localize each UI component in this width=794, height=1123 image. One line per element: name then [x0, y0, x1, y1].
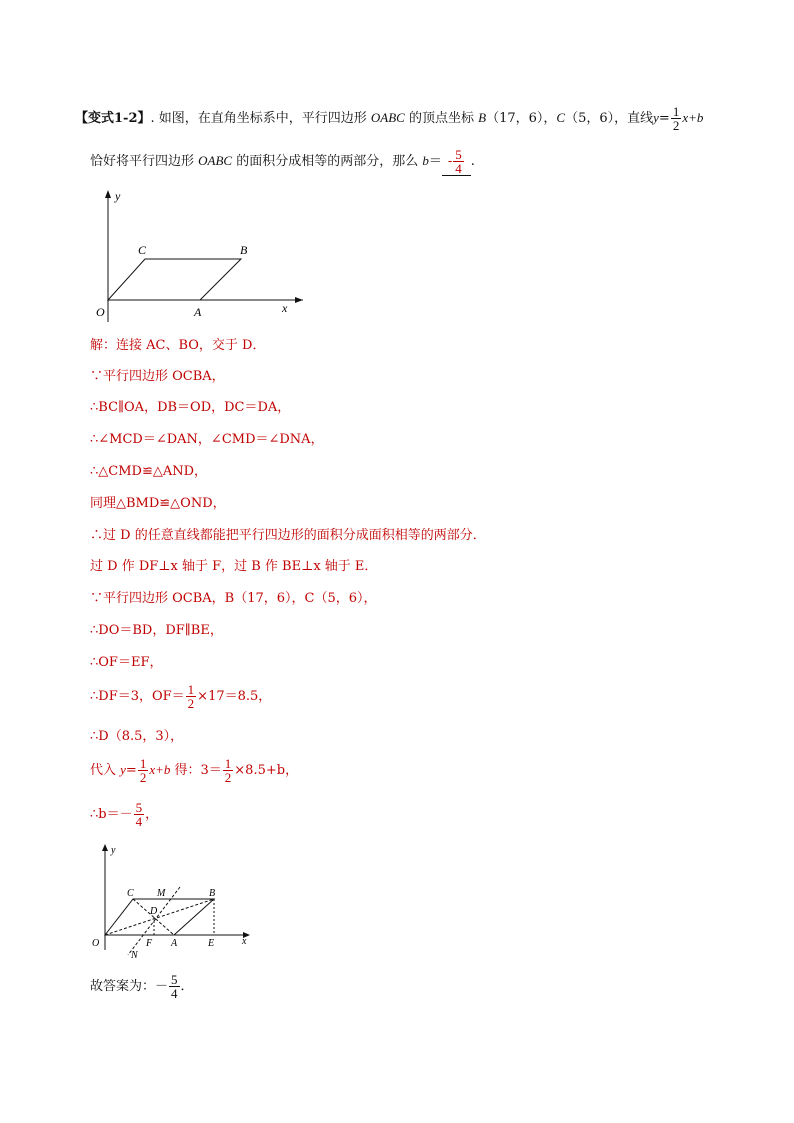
x-axis-arrow-icon: [295, 297, 303, 303]
problem-tag: 【变式1-2】: [75, 111, 151, 126]
parallelogram-oabc: [108, 259, 241, 300]
solution-step-13: ∴D（8.5，3），: [90, 729, 184, 744]
diagonal-ob: [105, 899, 214, 935]
label-n: N: [131, 950, 138, 960]
solution-step-12: ∴DF＝3，OF＝ $\frac{1}{2}$ ×17＝8.5，: [90, 682, 272, 711]
solution-step-10: ∴DO＝BD，DF∥BE，: [90, 623, 223, 638]
solution-step-15: ∴b＝－ $\frac{5}{4}$ ，: [90, 800, 159, 829]
label-y: y: [115, 189, 121, 203]
label-b: B: [240, 243, 248, 257]
problem-line-2: 恰好将平行四边形 OABC 的面积分成相等的两部分，那么 b＝ - $\frac{5}{4}$ .: [90, 147, 475, 176]
solution-step-8: 过 D 作 DF⊥x 轴于 F，过 B 作 BE⊥x 轴于 E．: [90, 559, 378, 574]
label-m: M: [157, 888, 166, 899]
solution-step-11: ∴OF＝EF，: [90, 655, 163, 670]
fraction-half: $\frac{1}{2}$: [672, 104, 680, 133]
label-e: E: [208, 938, 215, 949]
y-axis-arrow-icon: [102, 844, 108, 851]
label-o: O: [96, 305, 105, 319]
solution-step-4: ∴∠MCD＝∠DAN，∠CMD＝∠DNA，: [90, 432, 324, 447]
solution-step-3: ∴BC∥OA，DB＝OD，DC＝DA，: [90, 400, 291, 415]
label-f: F: [146, 938, 153, 949]
label-a: A: [171, 938, 178, 949]
answer-blank: - $\frac{5}{4}$: [442, 148, 471, 176]
solution-step-6: 同理△BMD≌△OND，: [90, 496, 226, 511]
solution-step-9: ∵平行四边形 OCBA，B（17，6），C（5，6），: [90, 591, 377, 606]
label-x: x: [242, 936, 247, 947]
label-c: C: [127, 888, 134, 899]
label-x: x: [282, 301, 288, 315]
label-d: D: [150, 906, 158, 917]
problem-line-1: 【变式1-2】. 如图，在直角坐标系中，平行四边形 OABC 的顶点坐标 B（17，6），C（5，6），直线y= $\frac{1}{2}$ x+b: [75, 104, 704, 133]
solution-step-1: 解：连接 AC、BO，交于 D．: [90, 338, 266, 353]
label-b: B: [209, 888, 216, 899]
solution-step-14: 代入 y= $\frac{1}{2}$ x+b 得：3＝ $\frac{1}{2}$ ×8.5+b，: [90, 756, 299, 785]
solution-step-7: ∴过 D 的任意直线都能把平行四边形的面积分成面积相等的两部分．: [90, 528, 486, 543]
solution-step-2: ∵平行四边形 OCBA，: [90, 369, 225, 384]
label-o: O: [92, 938, 100, 949]
figure-parallelogram: [88, 182, 313, 322]
label-c: C: [138, 243, 147, 257]
solution-step-5: ∴△CMD≌△AND，: [90, 464, 208, 479]
figure-solution: [88, 840, 263, 960]
final-answer: 故答案为：－ $\frac{5}{4}$ ．: [90, 972, 194, 1001]
label-a: A: [194, 305, 202, 319]
label-y: y: [111, 845, 116, 856]
y-axis-arrow-icon: [105, 190, 111, 198]
